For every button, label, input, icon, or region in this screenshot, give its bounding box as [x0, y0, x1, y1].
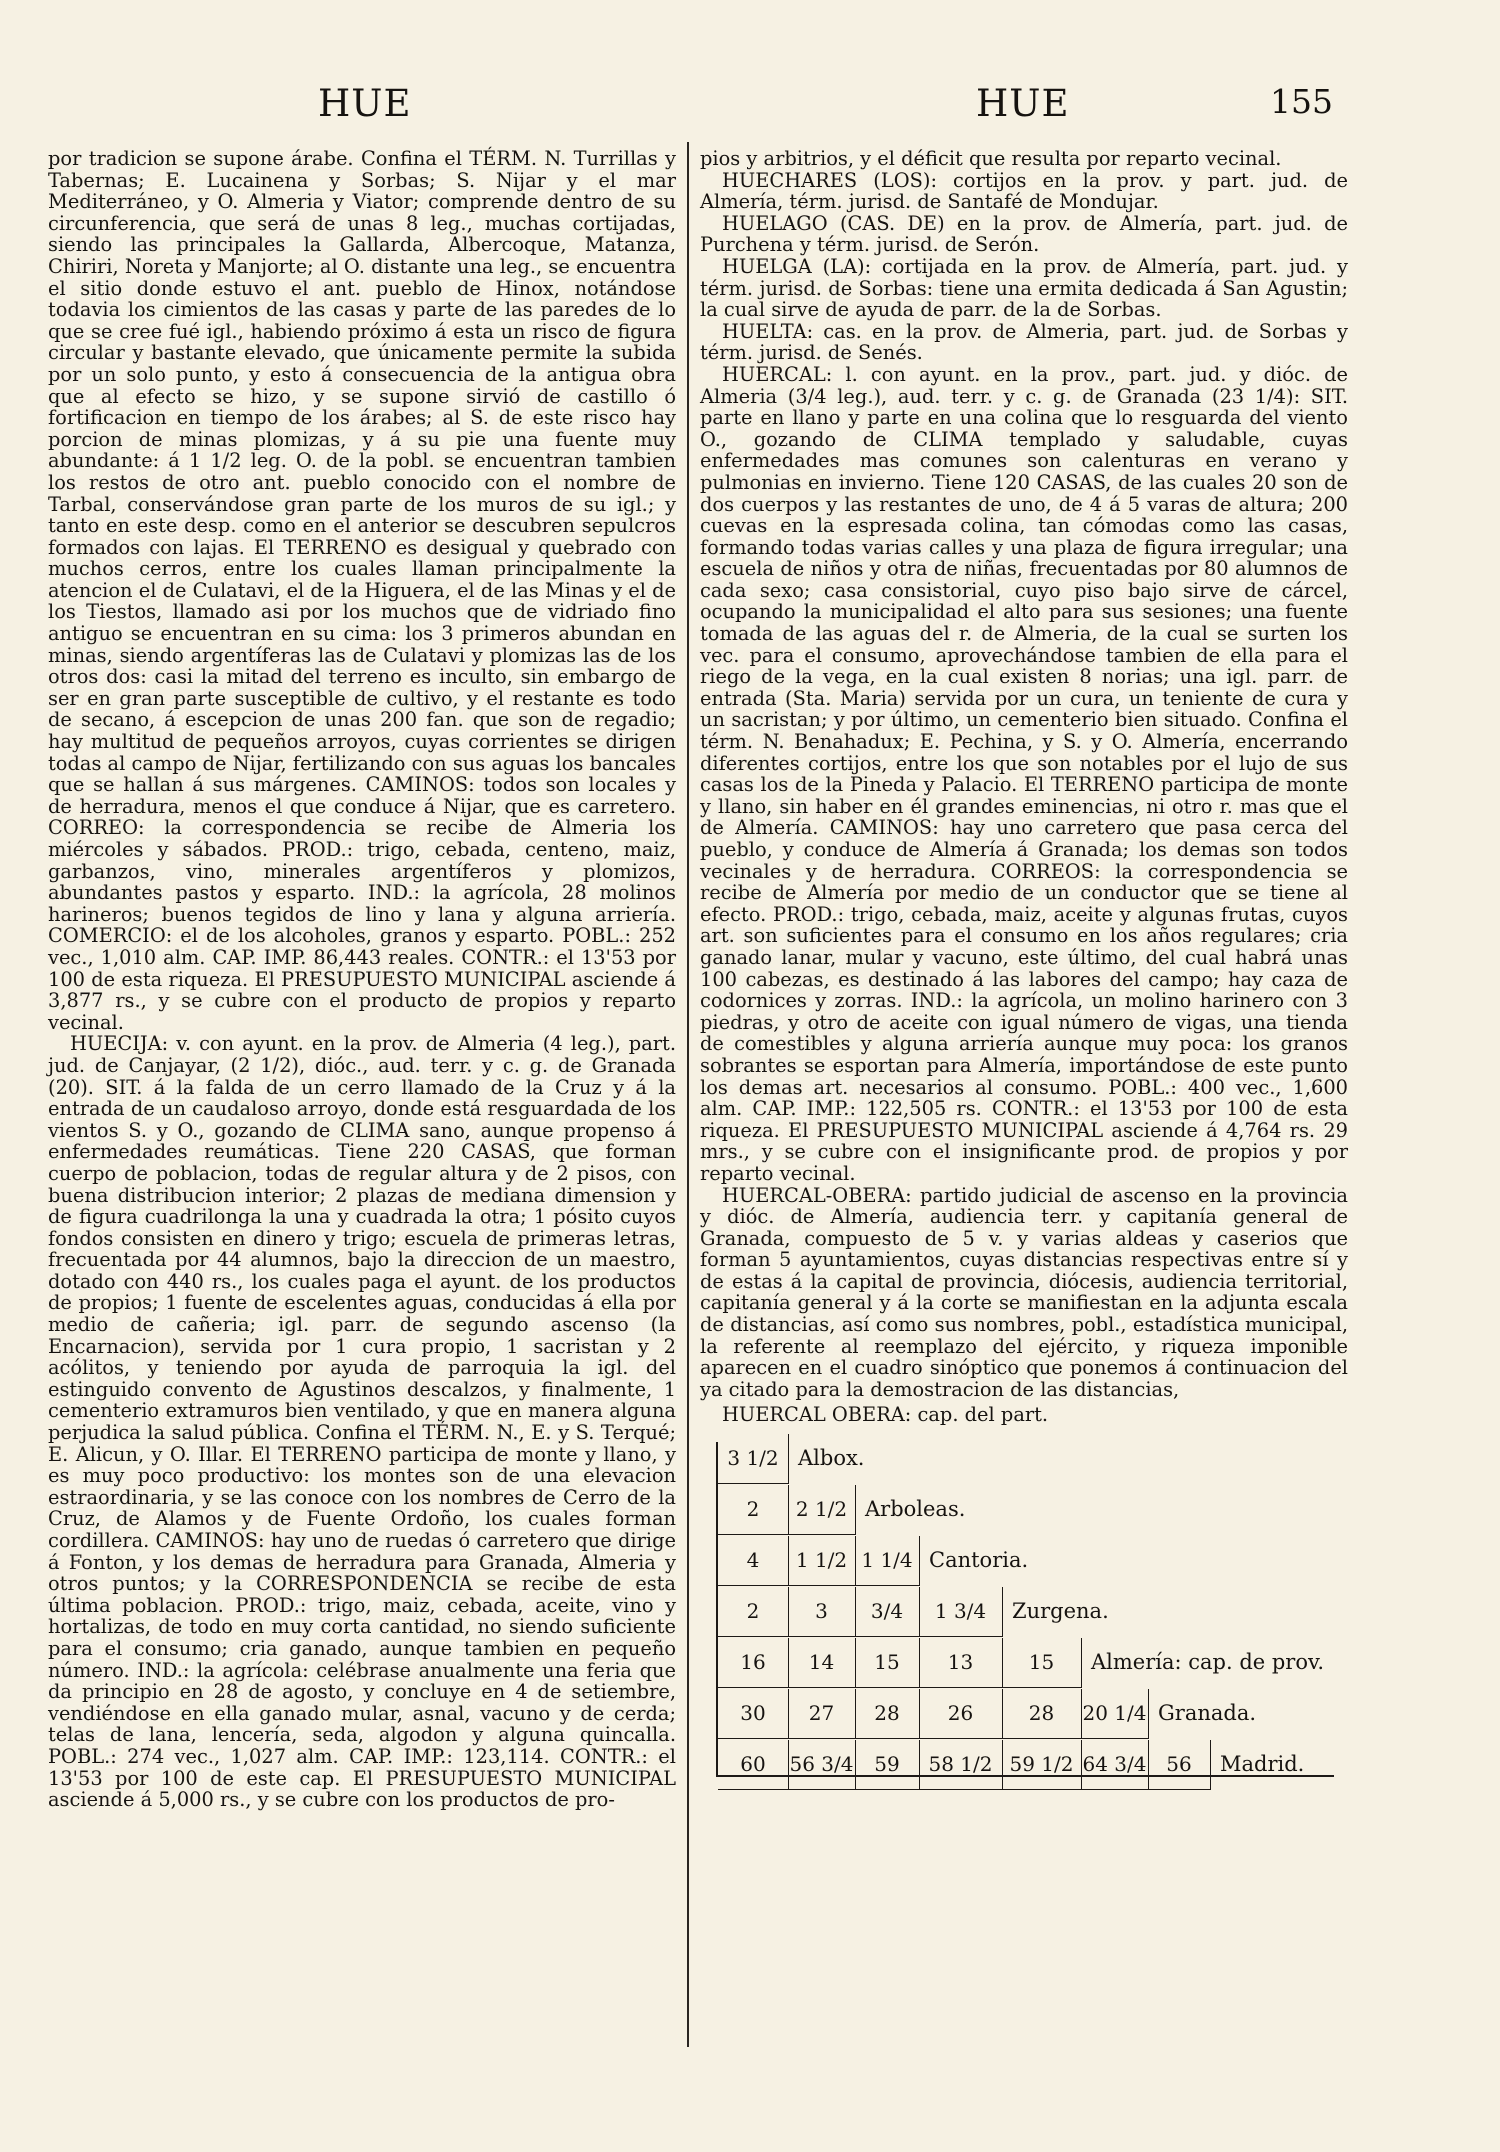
right-column	[700, 148, 1348, 1779]
distance-cell: 16	[718, 1638, 789, 1688]
distance-cell: 1 3/4	[919, 1587, 1003, 1637]
distance-row	[718, 1740, 1334, 1791]
distance-cell: 59	[855, 1740, 920, 1790]
distance-cell: 15	[855, 1638, 920, 1688]
distance-table-title: HUERCAL OBERA: cap. del part.	[722, 1403, 1049, 1427]
distance-place-label: Madrid.	[1220, 1751, 1305, 1776]
distance-row	[718, 1434, 1334, 1485]
running-head-left: HUE	[318, 82, 412, 125]
distance-cell: 59 1/2	[1002, 1740, 1082, 1790]
distance-cell: 4	[718, 1536, 789, 1586]
page-header	[0, 82, 1500, 132]
distance-cell: 30	[718, 1689, 789, 1739]
entry-huelago: HUELAGO (CAS. DE) en la prov. de Almería, part. jud. de Purchena y térm. jurisd. de Serón.	[700, 211, 1348, 257]
distance-place-label: Granada.	[1158, 1700, 1257, 1725]
entry-huecija: HUECIJA: v. con ayunt. en la prov. de Almeria (4 leg.), part. jud. de Canjayar, (2 1/2), dióc., aud. terr. y c. g. de Granada (20). SIT. á la falda de un cerro llamado de la Cruz y á la entrada de un caudaloso arroyo, donde está resguardada de los vientos S. y O., gozando de CLIMA sano, aunque propenso á enfermedades reumáticas. Tiene 220 CASAS, que forman cuerpo de poblacion, todas de regular altura y de 2 pisos, con buena distribucion interior; 2 plazas de mediana dimension y de figura cuadrilonga la una y cuadrada la otra; 1 pósito cuyos fondos consisten en dinero y trigo; escuela de primeras letras, frecuentada por 44 alumnos, bajo la direccion de un maestro, dotado con 440 rs., los cuales paga el ayunt. de los productos de propios; 1 fuente de escelentes aguas, conducidas á ella por medio de cañeria; igl. parr. de segundo ascenso (la Encarnacion), servida por 1 cura propio, 1 sacristan y 2 acólitos, y teniendo por ayuda de parroquia la igl. del estinguido convento de Agustinos descalzos, y finalmente, 1 cementerio extramuros bien ventilado, y que en manera alguna perjudica la salud pública. Confina el TÉRM. N., E. y S. Terqué; E. Alicun, y O. Illar. El TERRENO participa de monte y llano, y es muy poco productivo: los montes son de una elevacion estraordinaria, y se las conoce con los nombres de Cerro de la Cruz, de Alamos y de Fuente Ordoño, los cuales forman cordillera. CAMINOS: hay uno de ruedas ó carretero que dirige á Fonton, y los demas de herradura para Granada, Almeria y otros puntos; y la CORRESPONDENCIA se recibe de esta última poblacion. PROD.: trigo, maiz, cebada, aceite, vino y hortalizas, de todo en muy corta cantidad, no siendo suficiente para el consumo; cria ganado, aunque tambien en pequeño número. IND.: la agrícola: celébrase anualmente una feria que da principio en 28 de agosto, y concluye en 4 de setiembre, vendiéndose en ella ganado mular, asnal, vacuno y de cerda; telas de lana, lencería, seda, algodon y alguna quincalla. POBL.: 274 vec., 1,027 alm. CAP. IMP.: 123,114. CONTR.: el 13'53 por 100 de este cap. El PRESUPUESTO MUNICIPAL asciende á 5,000 rs., y se cubre con los productos de pro-	[48, 1032, 676, 1812]
distance-cell: 28	[855, 1689, 920, 1739]
distance-cell: 56 3/4	[788, 1740, 856, 1790]
distance-cell: 28	[1002, 1689, 1082, 1739]
distance-place-label: Almería: cap. de prov.	[1091, 1649, 1325, 1674]
distance-place-label: Albox.	[798, 1445, 865, 1470]
distance-cell: 13	[919, 1638, 1003, 1688]
distance-cell: 2	[718, 1587, 789, 1637]
distance-cell: 3	[788, 1587, 856, 1637]
entry-continued: pios y arbitrios, y el déficit que resulta por reparto vecinal.	[700, 147, 1282, 170]
entry-huechares: HUECHARES (LOS): cortijos en la prov. y part. jud. de Almería, térm. jurisd. de Santafé de Mondujar.	[700, 168, 1348, 214]
distance-place-label: Arboleas.	[865, 1496, 966, 1521]
distance-cell: 1 1/4	[855, 1536, 920, 1586]
distance-cell: 60	[718, 1740, 789, 1790]
distance-cell: 1 1/2	[788, 1536, 856, 1586]
distance-cell: 3/4	[855, 1587, 920, 1637]
page-number: 155	[1270, 82, 1333, 121]
running-head-right: HUE	[976, 82, 1070, 125]
entry-huebro-continued: por tradicion se supone árabe. Confina el TÉRM. N. Turrillas y Tabernas; E. Lucainena y Sorbas; S. Nijar y el mar Mediterráneo, y O. Almeria y Viator; comprende dentro de su circunferencia, que será de unas 8 leg., muchas cortijadas, siendo las principales la Gallarda, Albercoque, Matanza, Chiriri, Noreta y Manjorte; al O. distante una leg., se encuentra el sitio donde estuvo el ant. pueblo de Hinox, notándose todavia los cimientos de las casas y parte de las paredes de lo que se cree fué igl., habiendo próximo á esta un risco de figura circular y bastante elevado, que únicamente permite la subida por un solo punto, y esto á consecuencia de la antigua obra que al efecto se hizo, y se supone sirvió de castillo ó fortificacion en tiempo de los árabes; al S. de este risco hay porcion de minas plomizas, y á su pie una fuente muy abundante: á 1 1/2 leg. O. de la pobl. se encuentran tambien los restos de otro ant. pueblo conocido con el nombre de Tarbal, conservándose gran parte de los muros de su igl.; y tanto en este desp. como en el anterior se descubren sepulcros formados con lajas. El TERRENO es desigual y quebrado con muchos cerros, entre los cuales llaman principalmente la atencion el de Culatavi, el de la Higuera, el de las Minas y el de los Tiestos, llamado asi por los muchos que de vidriado fino antiguo se encuentran en su cima: los 3 primeros abundan en minas, siendo argentíferas las de Culatavi y plomizas las de los otros dos: casi la mitad del terreno es inculto, sin embargo de ser en gran parte susceptible de cultivo, y el restante es todo de secano, á escepcion de unas 200 fan. que son de regadio; hay multitud de pequeños arroyos, cuyas corrientes se dirigen todas al campo de Nijar, fertilizando con sus aguas los bancales que se hallan á sus márgenes. CAMINOS: todos son locales y de herradura, menos el que conduce á Nijar, que es carretero. CORREO: la correspondencia se recibe de Almeria los miércoles y sábados. PROD.: trigo, cebada, centeno, maiz, garbanzos, vino, minerales argentíferos y plomizos, abundantes pastos y esparto. IND.: la agrícola, 28 molinos harineros; buenos tegidos de lino y lana y alguna arriería. COMERCIO: el de los alcoholes, granos y esparto. POBL.: 252 vec., 1,010 alm. CAP. IMP. 86,443 reales. CONTR.: el 13'53 por 100 de esta riqueza. El PRESUPUESTO MUNICIPAL asciende á 3,877 rs., y se cubre con el producto de propios y reparto vecinal.	[48, 147, 677, 1034]
distance-row	[718, 1536, 1334, 1587]
entry-huelta: HUELTA: cas. en la prov. de Almeria, part. jud. de Sorbas y térm. jurisd. de Senés.	[700, 319, 1348, 365]
distance-cell: 14	[788, 1638, 856, 1688]
entry-huercal-obera: HUERCAL-OBERA: partido judicial de ascenso en la provincia y dióc. de Almería, audiencia terr. y capitanía general de Granada, compuesto de 5 v. y varias aldeas y caserios que forman 5 ayuntamientos, cuyas distancias respectivas entre sí y de estas á la capital de provincia, diócesis, audiencia territorial, capitanía general y á la corte se manifiestan en la adjunta escala de distancias, así como sus nombres, pobl., estadística municipal, la referente al reemplazo del ejército, y riqueza imponible aparecen en el cuadro sinóptico que ponemos á continuacion del ya citado para la demostracion de las distancias,	[700, 1183, 1348, 1401]
column-divider	[687, 142, 689, 2047]
distance-cell: 15	[1002, 1638, 1082, 1688]
distance-table	[716, 1434, 1334, 1779]
distance-row	[718, 1587, 1334, 1638]
distance-row	[718, 1638, 1334, 1689]
distance-place-label: Zurgena.	[1012, 1598, 1109, 1623]
entry-huelga: HUELGA (LA): cortijada en la prov. de Almería, part. jud. y térm. jurisd. de Sorbas: tiene una ermita dedicada á San Agustin; la cual sirve de ayuda de parr. de la de Sorbas.	[700, 254, 1348, 322]
distance-cell: 58 1/2	[919, 1740, 1003, 1790]
distance-row	[718, 1689, 1334, 1740]
distance-cell: 2 1/2	[788, 1485, 856, 1535]
distance-cell: 26	[919, 1689, 1003, 1739]
distance-cell: 64 3/4	[1081, 1740, 1149, 1790]
distance-cell: 56	[1148, 1740, 1211, 1790]
distance-cell: 27	[788, 1689, 856, 1739]
distance-cell: 20 1/4	[1081, 1689, 1149, 1739]
distance-cell: 3 1/2	[718, 1434, 789, 1484]
distance-place-label: Cantoria.	[929, 1547, 1029, 1572]
distance-row	[718, 1485, 1334, 1536]
distance-cell: 2	[718, 1485, 789, 1535]
left-column	[48, 148, 676, 1811]
entry-huercal: HUERCAL: l. con ayunt. en la prov., part. jud. y dióc. de Almeria (3/4 leg.), aud. terr. y c. g. de Granada (23 1/4): SIT. parte en llano y parte en una colina que lo resguarda del viento O., gozando de CLIMA templado y saludable, cuyas enfermedades mas comunes son calenturas en verano y pulmonias en invierno. Tiene 120 CASAS, de las cuales 20 son de dos cuerpos y las restantes de uno, de 4 á 5 varas de altura; 200 cuevas en la espresada colina, tan cómodas como las casas, formando todas varias calles y una plaza de figura irregular; una escuela de niños y otra de niñas, frecuentadas por 80 alumnos de cada sexo; casa consistorial, cuyo piso bajo sirve de cárcel, ocupando la municipalidad el alto para sus sesiones; una fuente tomada de las aguas del r. de Almeria, de la cual se surten los vec. para el consumo, aprovechándose tambien de ella para el riego de la vega, en la cual existen 8 norias; una igl. parr. de entrada (Sta. Maria) servida por un cura, un teniente de cura y un sacristan; y por último, un cementerio bien situado. Confina el térm. N. Benahadux; E. Pechina, y S. y O. Almería, encerrando diferentes cortijos, entre los que son notables por el lujo de sus casas los de la Pineda y Palacio. El TERRENO participa de monte y llano, sin haber en él grandes eminencias, ni otro r. mas que el de Almería. CAMINOS: hay uno carretero que pasa cerca del pueblo, y conduce de Almería á Granada; los demas son todos vecinales y de herradura. CORREOS: la correspondencia se recibe de Almería por medio de un conductor que se tiene al efecto. PROD.: trigo, cebada, maiz, aceite y algunas frutas, cuyos art. son suficientes para el consumo en los años regulares; cria ganado lanar, mular y vacuno, este último, del cual habrá unas 100 cabezas, es destinado á las labores del campo; hay caza de codornices y zorras. IND.: la agrícola, un molino harinero con 3 piedras, y otro de aceite con igual número de vigas, una tienda de comestibles y alguna arriería aunque muy poca: los granos sobrantes se esportan para Almería, importándose de este punto los demas art. necesarios al consumo. POBL.: 400 vec., 1,600 alm. CAP. IMP.: 122,505 rs. CONTR.: el 13'53 por 100 de esta riqueza. El PRESUPUESTO MUNICIPAL asciende á 4,764 rs. 29 mrs., y se cubre con el insignificante prod. de propios y por reparto vecinal.	[700, 362, 1348, 1185]
